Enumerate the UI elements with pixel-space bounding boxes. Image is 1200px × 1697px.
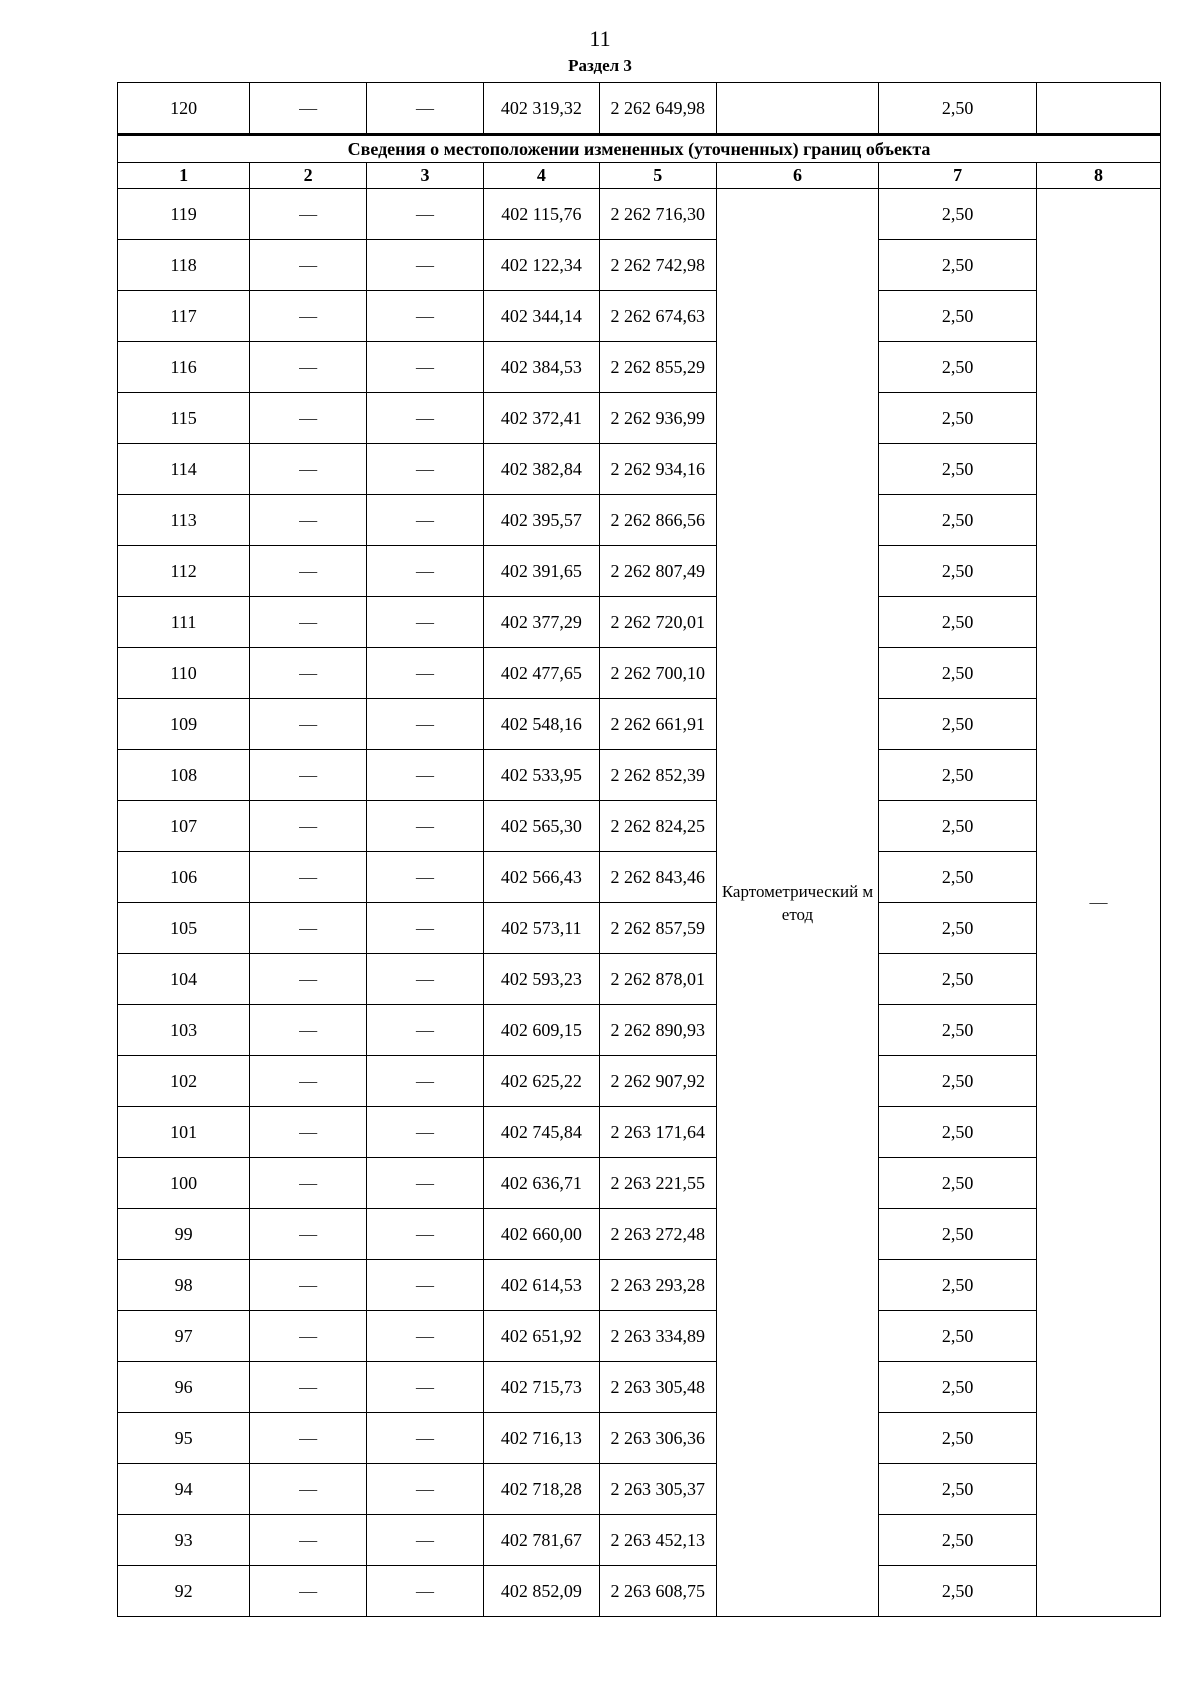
cell-dash: — [367,1209,484,1260]
table-row [118,1362,1161,1413]
cell-dash: — [250,1158,367,1209]
cell-dash: — [250,954,367,1005]
cell-accuracy: 2,50 [879,495,1037,546]
cell-dash: — [367,1566,484,1617]
cell-x-coordinate: 402 716,13 [483,1413,599,1464]
cell-dash: — [250,648,367,699]
cell-point-number: 102 [118,1056,250,1107]
cell-x-coordinate: 402 651,92 [483,1311,599,1362]
table-row [118,495,1161,546]
cell-dash: — [250,1362,367,1413]
cell-y-coordinate: 2 263 293,28 [599,1260,716,1311]
cell-point-number: 95 [118,1413,250,1464]
cell-point-number: 115 [118,393,250,444]
cell-x-coordinate: 402 614,53 [483,1260,599,1311]
cell-y-coordinate: 2 262 907,92 [599,1056,716,1107]
cell-dash: — [250,393,367,444]
cell-dash: — [250,903,367,954]
cell-y-coordinate: 2 263 305,48 [599,1362,716,1413]
cell-dash: — [250,1056,367,1107]
cell-point-number: 107 [118,801,250,852]
cell-y-coordinate: 2 262 742,98 [599,240,716,291]
table-row [118,546,1161,597]
cell-y-coordinate: 2 263 221,55 [599,1158,716,1209]
cell-accuracy: 2,50 [879,444,1037,495]
cell-dash: — [250,495,367,546]
cell-y-coordinate: 2 263 305,37 [599,1464,716,1515]
cell-point-number: 98 [118,1260,250,1311]
cell-dash: — [250,1260,367,1311]
cell-accuracy: 2,50 [879,1413,1037,1464]
cell-y-coordinate: 2 262 661,91 [599,699,716,750]
cell-y-coordinate: 2 262 857,59 [599,903,716,954]
cell-x-coordinate: 402 566,43 [483,852,599,903]
cell-y-coordinate: 2 262 866,56 [599,495,716,546]
cell-dash: — [250,189,367,240]
cell-point-number: 117 [118,291,250,342]
cell-point-number: 105 [118,903,250,954]
table-row [118,699,1161,750]
cell-dash: — [250,1566,367,1617]
cell-accuracy: 2,50 [879,83,1037,135]
cell-accuracy: 2,50 [879,1464,1037,1515]
cell-dash: — [367,1107,484,1158]
column-number: 8 [1036,163,1160,189]
cell-dash: — [367,1515,484,1566]
column-number: 5 [599,163,716,189]
table-row [118,852,1161,903]
cell-accuracy: 2,50 [879,750,1037,801]
cell-method-merged: Картометрический метод [716,189,879,1617]
cell-dash: — [250,1209,367,1260]
cell-point-number: 104 [118,954,250,1005]
cell-point-number: 99 [118,1209,250,1260]
cell-accuracy: 2,50 [879,852,1037,903]
cell-dash: — [367,750,484,801]
cell-dash: — [250,1413,367,1464]
cell-x-coordinate: 402 477,65 [483,648,599,699]
cell-accuracy: 2,50 [879,189,1037,240]
cell-x-coordinate: 402 660,00 [483,1209,599,1260]
cell-y-coordinate: 2 263 306,36 [599,1413,716,1464]
cell-x-coordinate: 402 319,32 [483,83,599,135]
cell-dash: — [367,903,484,954]
cell-dash: — [250,852,367,903]
cell-y-coordinate: 2 263 272,48 [599,1209,716,1260]
table-row [118,1107,1161,1158]
table-row [118,189,1161,240]
cell-y-coordinate: 2 262 843,46 [599,852,716,903]
cell-accuracy: 2,50 [879,240,1037,291]
cell-dash: — [367,801,484,852]
cell-dash: — [250,291,367,342]
cell-dash: — [250,750,367,801]
column-number: 1 [118,163,250,189]
cell-dash: — [367,342,484,393]
cell-dash: — [367,852,484,903]
cell-point-number: 114 [118,444,250,495]
cell-x-coordinate: 402 573,11 [483,903,599,954]
cell-dash: — [367,597,484,648]
table-row [118,648,1161,699]
table-row [118,1209,1161,1260]
cell-dash: — [367,1311,484,1362]
page-number: 11 [589,26,611,51]
table-row [118,1566,1161,1617]
table-heading: Сведения о местоположении измененных (уточненных) границ объекта [118,135,1161,163]
cell-x-coordinate: 402 781,67 [483,1515,599,1566]
cell-dash: — [367,444,484,495]
cell-x-coordinate: 402 625,22 [483,1056,599,1107]
cell-y-coordinate: 2 262 890,93 [599,1005,716,1056]
column-number-row [118,163,1161,189]
cell-x-coordinate: 402 565,30 [483,801,599,852]
cell-point-number: 100 [118,1158,250,1209]
cell-point-number: 93 [118,1515,250,1566]
cell-point-number: 119 [118,189,250,240]
cell-dash: — [367,1260,484,1311]
cell-accuracy: 2,50 [879,1056,1037,1107]
table-row [118,1464,1161,1515]
cell-x-coordinate: 402 715,73 [483,1362,599,1413]
cell-dash: — [367,240,484,291]
section-title: Раздел 3 [568,56,632,75]
cell-dash: — [367,83,484,135]
cell-accuracy: 2,50 [879,1005,1037,1056]
cell-accuracy: 2,50 [879,342,1037,393]
column-number: 4 [483,163,599,189]
column-number: 6 [716,163,879,189]
cell-dash: — [367,699,484,750]
cell-x-coordinate: 402 395,57 [483,495,599,546]
cell-dash: — [250,1311,367,1362]
cell-x-coordinate: 402 391,65 [483,546,599,597]
cell-accuracy: 2,50 [879,801,1037,852]
cell-x-coordinate: 402 115,76 [483,189,599,240]
cell-dash: — [250,1005,367,1056]
cell-dash: — [250,1464,367,1515]
cell-accuracy: 2,50 [879,903,1037,954]
cell-point-number: 101 [118,1107,250,1158]
cell-y-coordinate: 2 263 608,75 [599,1566,716,1617]
cell-point-number: 120 [118,83,250,135]
table-row [118,1158,1161,1209]
cell-point-number: 112 [118,546,250,597]
table-row [118,597,1161,648]
cell-dash: — [250,801,367,852]
table-row [118,1056,1161,1107]
cell-accuracy: 2,50 [879,597,1037,648]
table-row [118,801,1161,852]
cell-x-coordinate: 402 122,34 [483,240,599,291]
cell-x-coordinate: 402 745,84 [483,1107,599,1158]
table-body [118,83,1161,1617]
column-number: 3 [367,163,484,189]
cell-dash: — [250,1515,367,1566]
table-row [118,291,1161,342]
cell-accuracy: 2,50 [879,393,1037,444]
cell-dash: — [250,342,367,393]
cell-accuracy: 2,50 [879,1362,1037,1413]
cell-x-coordinate: 402 636,71 [483,1158,599,1209]
cell-method [716,83,879,135]
cell-accuracy: 2,50 [879,1515,1037,1566]
table-row [118,1260,1161,1311]
cell-description [1036,83,1160,135]
cell-point-number: 109 [118,699,250,750]
cell-x-coordinate: 402 609,15 [483,1005,599,1056]
cell-point-number: 108 [118,750,250,801]
cell-dash: — [250,444,367,495]
cell-accuracy: 2,50 [879,699,1037,750]
cell-accuracy: 2,50 [879,1566,1037,1617]
cell-dash: — [367,1464,484,1515]
cell-x-coordinate: 402 593,23 [483,954,599,1005]
cell-point-number: 94 [118,1464,250,1515]
table-row [118,1413,1161,1464]
cell-accuracy: 2,50 [879,954,1037,1005]
boundary-table [117,82,1161,1617]
cell-point-number: 111 [118,597,250,648]
table-row [118,954,1161,1005]
cell-point-number: 110 [118,648,250,699]
cell-dash: — [367,546,484,597]
cell-point-number: 103 [118,1005,250,1056]
cell-dash: — [367,1413,484,1464]
table-row [118,444,1161,495]
cell-y-coordinate: 2 263 334,89 [599,1311,716,1362]
table-row [118,750,1161,801]
cell-description-merged: — [1036,189,1160,1617]
cell-y-coordinate: 2 262 824,25 [599,801,716,852]
cell-accuracy: 2,50 [879,1311,1037,1362]
cell-x-coordinate: 402 344,14 [483,291,599,342]
cell-dash: — [250,597,367,648]
cell-dash: — [367,291,484,342]
cell-point-number: 96 [118,1362,250,1413]
cell-dash: — [367,189,484,240]
cell-accuracy: 2,50 [879,291,1037,342]
cell-dash: — [367,1362,484,1413]
table-row [118,393,1161,444]
table-row [118,1005,1161,1056]
table-row [118,342,1161,393]
cell-accuracy: 2,50 [879,648,1037,699]
cell-y-coordinate: 2 263 171,64 [599,1107,716,1158]
table-heading-row [118,135,1161,163]
cell-accuracy: 2,50 [879,1209,1037,1260]
cell-dash: — [367,648,484,699]
cell-point-number: 113 [118,495,250,546]
column-number: 7 [879,163,1037,189]
cell-accuracy: 2,50 [879,1260,1037,1311]
cell-y-coordinate: 2 262 878,01 [599,954,716,1005]
table-row [118,1311,1161,1362]
cell-x-coordinate: 402 372,41 [483,393,599,444]
cell-y-coordinate: 2 262 700,10 [599,648,716,699]
cell-x-coordinate: 402 852,09 [483,1566,599,1617]
cell-y-coordinate: 2 262 674,63 [599,291,716,342]
cell-y-coordinate: 2 262 936,99 [599,393,716,444]
cell-dash: — [250,699,367,750]
column-number: 2 [250,163,367,189]
cell-point-number: 106 [118,852,250,903]
cell-y-coordinate: 2 262 934,16 [599,444,716,495]
cell-x-coordinate: 402 718,28 [483,1464,599,1515]
table-row-previous-point [118,83,1161,135]
cell-y-coordinate: 2 262 855,29 [599,342,716,393]
cell-x-coordinate: 402 384,53 [483,342,599,393]
cell-dash: — [367,1158,484,1209]
table-row [118,240,1161,291]
cell-y-coordinate: 2 262 807,49 [599,546,716,597]
cell-y-coordinate: 2 262 649,98 [599,83,716,135]
cell-dash: — [250,240,367,291]
cell-dash: — [250,546,367,597]
cell-x-coordinate: 402 377,29 [483,597,599,648]
cell-point-number: 116 [118,342,250,393]
cell-accuracy: 2,50 [879,1158,1037,1209]
cell-point-number: 92 [118,1566,250,1617]
cell-y-coordinate: 2 262 716,30 [599,189,716,240]
cell-point-number: 97 [118,1311,250,1362]
table-row [118,903,1161,954]
cell-y-coordinate: 2 262 720,01 [599,597,716,648]
cell-dash: — [367,495,484,546]
cell-dash: — [367,1005,484,1056]
cell-accuracy: 2,50 [879,1107,1037,1158]
cell-x-coordinate: 402 533,95 [483,750,599,801]
table-row [118,1515,1161,1566]
cell-point-number: 118 [118,240,250,291]
cell-x-coordinate: 402 382,84 [483,444,599,495]
cell-dash: — [367,393,484,444]
cell-x-coordinate: 402 548,16 [483,699,599,750]
cell-dash: — [250,1107,367,1158]
cell-accuracy: 2,50 [879,546,1037,597]
cell-dash: — [367,1056,484,1107]
cell-dash: — [250,83,367,135]
cell-dash: — [367,954,484,1005]
cell-y-coordinate: 2 262 852,39 [599,750,716,801]
cell-y-coordinate: 2 263 452,13 [599,1515,716,1566]
